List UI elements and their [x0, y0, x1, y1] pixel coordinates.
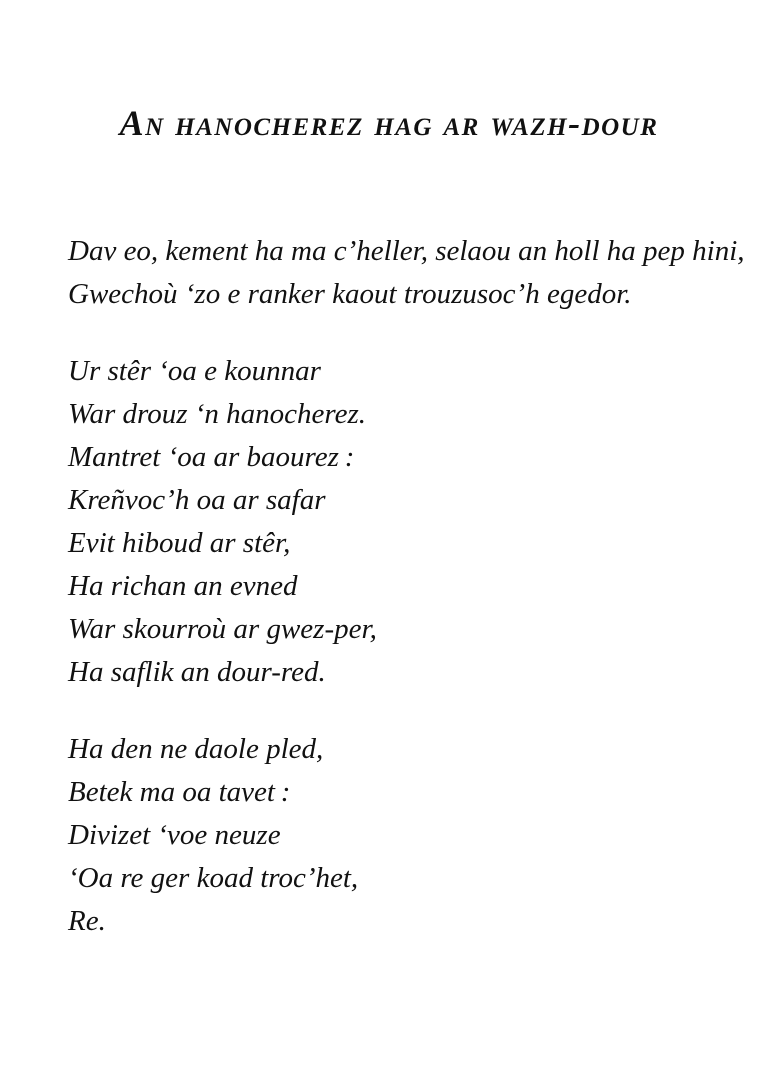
poem-line: Ha saflik an dour-red. — [68, 655, 326, 688]
stanza-2 — [68, 350, 738, 694]
poem-line: Ha den ne daole pled, — [68, 732, 324, 765]
poem-body — [68, 230, 745, 943]
poem-line: Betek ma oa tavet : — [68, 775, 291, 808]
poem-title: An hanocherez hag ar wazh-dour — [119, 103, 659, 143]
poem-line: Kreñvoc’h oa ar safar — [68, 483, 326, 516]
poem-line: Re. — [68, 904, 106, 937]
poem-line: War drouz ‘n hanocherez. — [68, 397, 367, 430]
poem-line: Divizet ‘voe neuze — [68, 818, 281, 851]
poem-line: Mantret ‘oa ar baourez : — [68, 440, 355, 473]
poem-line: Evit hiboud ar stêr, — [68, 526, 291, 559]
stanza-3 — [68, 728, 738, 943]
poem-line: Dav eo, kement ha ma c’heller, selaou an holl ha pep hini, — [68, 234, 745, 267]
poem-line: Gwechoù ‘zo e ranker kaout trouzusoc’h egedor. — [68, 277, 632, 310]
poem-line: War skourroù ar gwez-per, — [68, 612, 377, 645]
poem-line: Ha richan an evned — [68, 569, 298, 602]
stanza-1 — [68, 230, 745, 316]
poem-line: ‘Oa re ger koad troc’het, — [68, 861, 359, 894]
poem-line: Ur stêr ‘oa e kounnar — [68, 354, 321, 387]
